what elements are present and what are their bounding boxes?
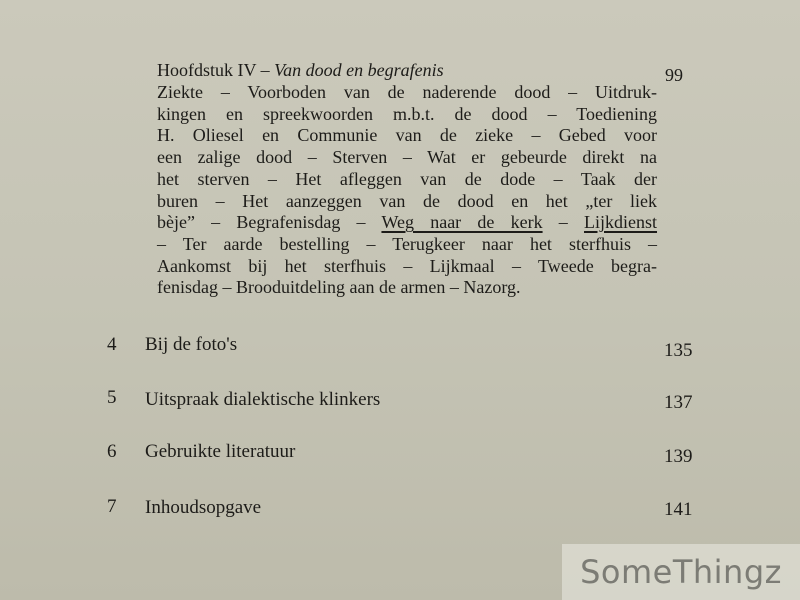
toc-page-number: 141 <box>664 499 693 520</box>
chapter-page-number: 99 <box>665 65 683 85</box>
summary-line-underlined <box>157 212 657 234</box>
chapter-heading <box>157 60 444 81</box>
toc-number: 5 <box>107 387 117 408</box>
toc-title: Gebruikte literatuur <box>145 441 296 462</box>
summary-segment: – <box>542 212 585 233</box>
summary-line: H. Oliesel en Communie van de zieke – Gebed voor <box>157 125 657 146</box>
toc-title: Uitspraak dialektische klinkers <box>145 389 381 410</box>
summary-line: kingen en spreekwoorden m.b.t. de dood – Toediening <box>157 103 657 124</box>
summary-line: Aankomst bij het sterfhuis – Lijkmaal – Tweede begra- <box>157 255 657 276</box>
toc-page-number: 135 <box>664 340 693 361</box>
summary-line: een zalige dood – Sterven – Wat er gebeurde direkt na <box>157 147 657 168</box>
summary-line: – Ter aarde bestelling – Terugkeer naar het sterfhuis – <box>157 233 657 254</box>
toc-number: 6 <box>107 441 117 462</box>
summary-line: fenisdag – Brooduitdeling aan de armen – Nazorg. <box>157 277 521 298</box>
underlined-phrase-weg-naar-de-kerk: Weg naar de kerk <box>381 212 543 233</box>
summary-line: buren – Het aanzeggen van de dood en het „ter liek <box>157 190 657 211</box>
summary-segment: bèje” – Begrafenisdag – <box>157 212 382 233</box>
summary-line: het sterven – Het afleggen van de dode – Taak der <box>157 168 657 189</box>
toc-number: 4 <box>107 334 117 355</box>
toc-title: Inhoudsopgave <box>145 497 262 518</box>
toc-number: 7 <box>107 496 117 517</box>
chapter-subtitle: Van dood en begrafenis <box>274 60 444 80</box>
toc-page-number: 137 <box>664 392 693 413</box>
watermark-logo: SomeThingz <box>562 544 800 600</box>
toc-title: Bij de foto's <box>145 334 238 355</box>
summary-line: Ziekte – Voorboden van de naderende dood – Uitdruk- <box>157 82 657 102</box>
underlined-phrase-lijkdienst: Lijkdienst <box>584 212 658 233</box>
chapter-label: Hoofdstuk IV – <box>157 60 275 80</box>
chapter-summary <box>157 82 657 299</box>
toc-page-number: 139 <box>664 446 693 467</box>
